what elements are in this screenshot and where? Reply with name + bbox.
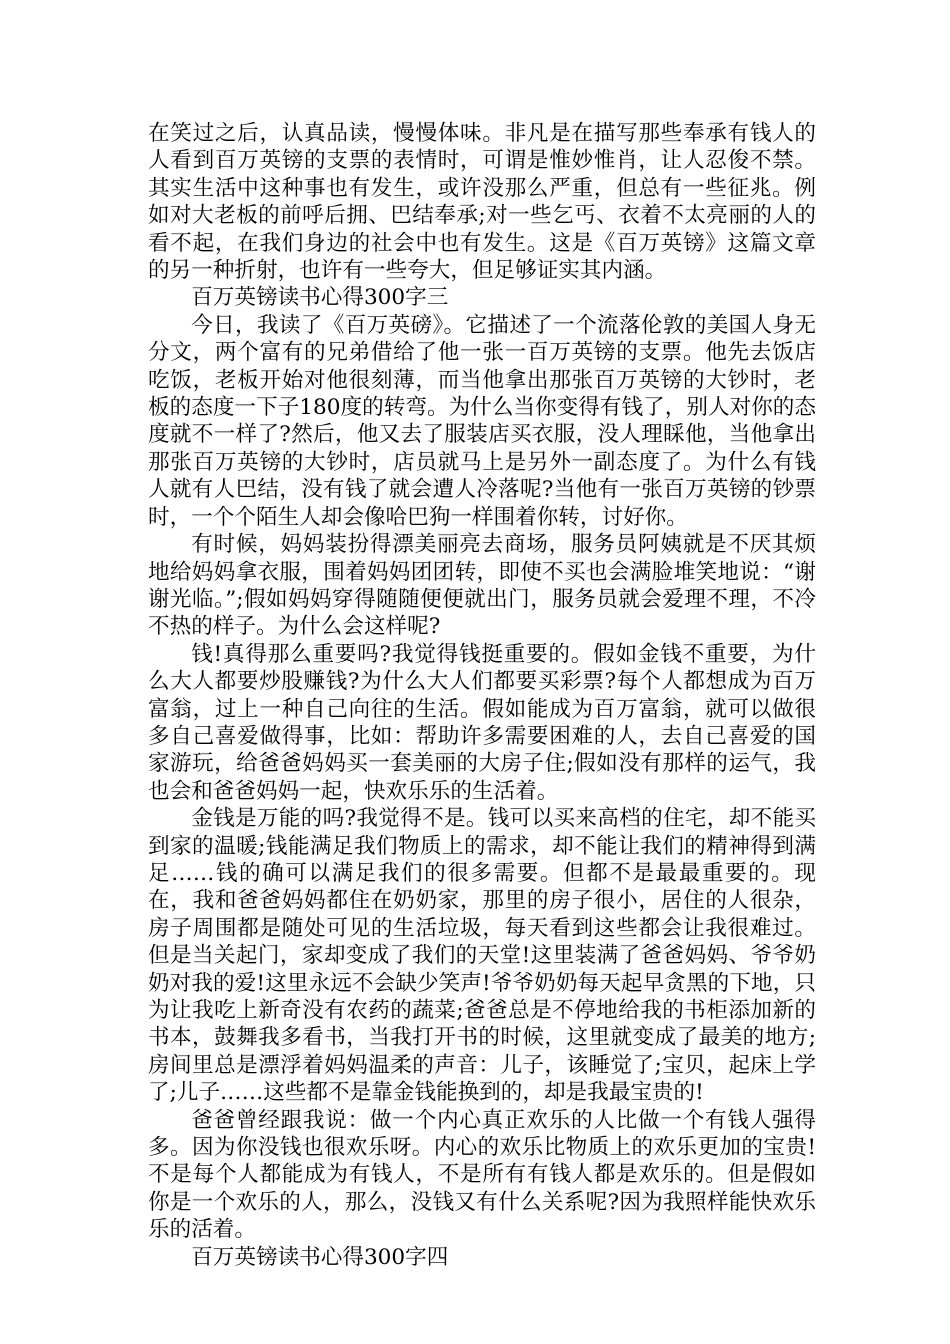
paragraph: 今日，我读了《百万英磅》。它描述了一个流落伦敦的美国人身无分文，两个富有的兄弟借给了他一张一百万英镑的支票。他先去饭店吃饭，老板开始对他很刻薄，而当他拿出那张百万英镑的大钞时，老板的态度一下子180度的转弯。为什么当你变得有钱了，别人对你的态度就不一样了?然后，他又去了服装店买衣服，没人理睬他，当他拿出那张百万英镑的大钞时，店员就马上是另外一副态度了。为什么有钱人就有人巴结，没有钱了就会遭人冷落呢?当他有一张百万英镑的钞票时，一个个陌生人却会像哈巴狗一样围着你转，讨好你。 [148,312,816,530]
paragraph: 爸爸曾经跟我说：做一个内心真正欢乐的人比做一个有钱人强得多。因为你没钱也很欢乐呀。内心的欢乐比物质上的欢乐更加的宝贵!不是每个人都能成为有钱人，不是所有有钱人都是欢乐的。但是假如你是一个欢乐的人，那么，没钱又有什么关系呢?因为我照样能快欢乐乐的活着。 [148,1107,816,1243]
paragraph: 有时候，妈妈装扮得漂美丽亮去商场，服务员阿姨就是不厌其烦地给妈妈拿衣服，围着妈妈团团转，即使不买也会满脸堆笑地说：“谢谢光临。”;假如妈妈穿得随随便便就出门，服务员就会爱理不理，不冷不热的样子。为什么会这样呢? [148,532,816,640]
paragraph: 金钱是万能的吗?我觉得不是。钱可以买来高档的住宅，却不能买到家的温暖;钱能满足我们物质上的需求，却不能让我们的精神得到满足……钱的确可以满足我们的很多需要。但都不是最最重要的。现在，我和爸爸妈妈都住在奶奶家，那里的房子很小，居住的人很杂，房子周围都是随处可见的生活垃圾，每天看到这些都会让我很难过。但是当关起门，家却变成了我们的天堂!这里装满了爸爸妈妈、爷爷奶奶对我的爱!这里永远不会缺少笑声!爷爷奶奶每天起早贪黑的下地，只为让我吃上新奇没有农药的蔬菜;爸爸总是不停地给我的书柜添加新的书本，鼓舞我多看书，当我打开书的时候，这里就变成了最美的地方;房间里总是漂浮着妈妈温柔的声音：儿子，该睡觉了;宝贝，起床上学了;儿子……这些都不是靠金钱能换到的，却是我最宝贵的! [148,806,816,1106]
section-heading-three: 百万英镑读书心得300字三 [191,285,449,311]
section-heading-four: 百万英镑读书心得300字四 [191,1244,449,1270]
paragraph: 钱!真得那么重要吗?我觉得钱挺重要的。假如金钱不重要，为什么大人都要炒股赚钱?为什么大人们都要买彩票?每个人都想成为百万富翁，过上一种自己向往的生活。假如能成为百万富翁，就可以做很多自己喜爱做得事，比如：帮助许多需要困难的人，去自己喜爱的国家游玩，给爸爸妈妈买一套美丽的大房子住;假如没有那样的运气，我也会和爸爸妈妈一起，快欢乐乐的生活着。 [148,641,816,804]
paragraph-continuation: 在笑过之后，认真品读，慢慢体味。非凡是在描写那些奉承有钱人的人看到百万英镑的支票的表情时，可谓是惟妙惟肖，让人忍俊不禁。其实生活中这种事也有发生，或许没那么严重，但总有一些征兆。例如对大老板的前呼后拥、巴结奉承;对一些乞丐、衣着不太亮丽的人的看不起，在我们身边的社会中也有发生。这是《百万英镑》这篇文章的另一种折射，也许有一些夸大，但足够证实其内涵。 [148,121,816,284]
document-body [148,120,816,1271]
